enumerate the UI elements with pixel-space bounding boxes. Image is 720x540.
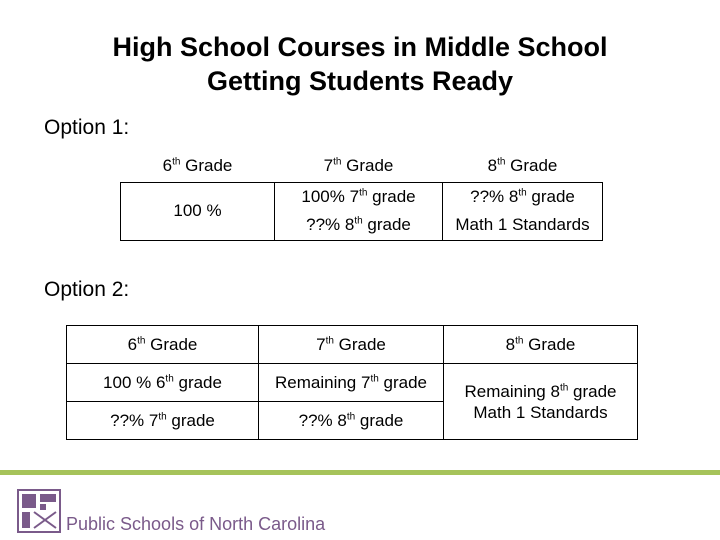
option-1-cell-7th-row2: ??% 8th grade <box>275 211 443 240</box>
option-2-cell-7th-row2: ??% 8th grade <box>259 402 444 440</box>
option-2-table <box>66 325 638 440</box>
option-2-cell-8th <box>444 364 638 440</box>
option-1-cell-8th-row2: Math 1 Standards <box>443 211 603 240</box>
option-1-header-6th: 6th Grade <box>121 150 275 182</box>
title-line-2: Getting Students Ready <box>206 66 514 96</box>
option-2-header-8th: 8th Grade <box>444 326 638 364</box>
option-2-cell-8th-line1: Remaining 8th grade <box>464 381 617 401</box>
option-2-label: Option 2: <box>44 278 130 301</box>
title-line-1: High School Courses in Middle School <box>112 32 608 62</box>
organization-name: Public Schools of North Carolina <box>66 514 326 534</box>
option-2-cell-7th-row1: Remaining 7th grade <box>259 364 444 402</box>
option-1-cell-7th-row1: 100% 7th grade <box>275 182 443 211</box>
option-2-cell-8th-line2: Math 1 Standards <box>473 402 608 422</box>
option-1-table <box>120 150 603 241</box>
option-1-header-8th: 8th Grade <box>443 150 603 182</box>
option-1-cell-8th-row1: ??% 8th grade <box>443 182 603 211</box>
nc-schools-logo-icon <box>16 488 62 534</box>
option-1-header-7th: 7th Grade <box>275 150 443 182</box>
option-2-cell-6th-row2: ??% 7th grade <box>67 402 259 440</box>
option-2-cell-6th-row1: 100 % 6th grade <box>67 364 259 402</box>
option-2-header-6th: 6th Grade <box>67 326 259 364</box>
option-1-cell-6th-value: 100 % <box>121 182 275 240</box>
slide-title <box>0 30 720 98</box>
option-2-header-7th: 7th Grade <box>259 326 444 364</box>
option-1-label: Option 1: <box>44 116 130 139</box>
footer-divider <box>0 470 720 475</box>
